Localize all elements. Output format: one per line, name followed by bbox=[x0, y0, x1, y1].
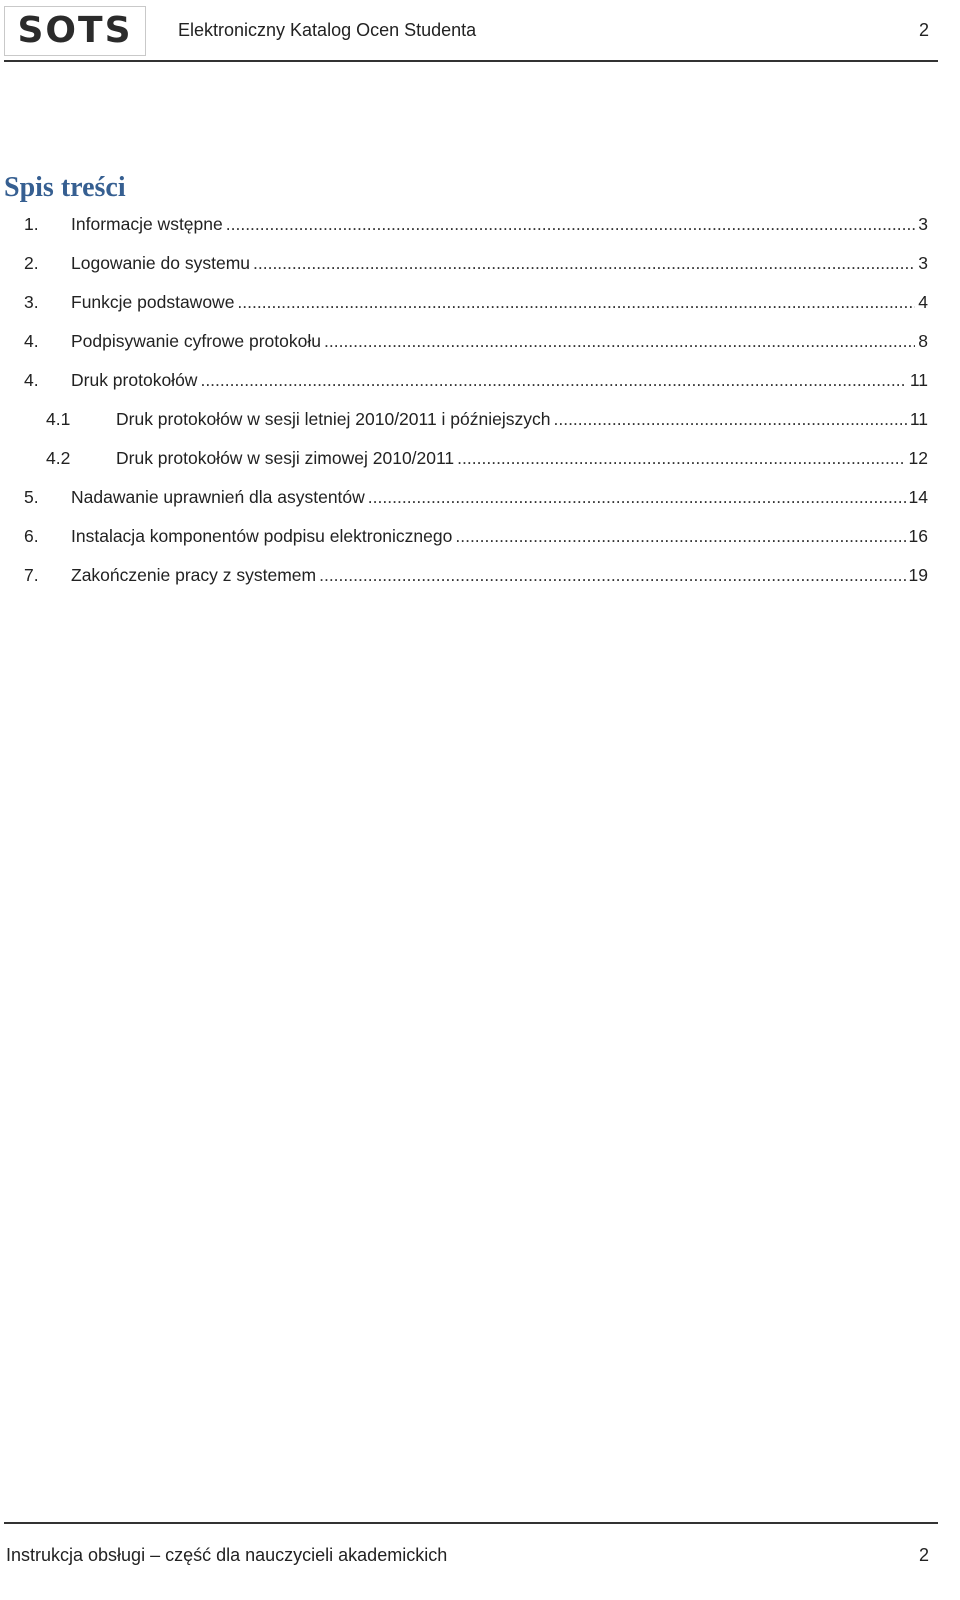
toc-entry-number: 4.2 bbox=[46, 447, 71, 468]
toc-leader-dots bbox=[368, 487, 906, 508]
toc-entry-page: 3 bbox=[918, 213, 928, 234]
toc-leader-dots bbox=[324, 331, 915, 352]
toc-entry-title: Druk protokołów w sesji letniej 2010/2011 i późniejszych bbox=[116, 408, 551, 429]
toc-entry-title: Funkcje podstawowe bbox=[71, 291, 235, 312]
toc-entry[interactable] bbox=[24, 245, 928, 281]
toc-entry[interactable] bbox=[46, 401, 928, 437]
toc-leader-dots bbox=[553, 409, 906, 430]
header-page-number: 2 bbox=[918, 20, 929, 40]
toc-entry-number: 4.1 bbox=[46, 408, 71, 429]
toc-entry-page: 14 bbox=[908, 486, 928, 507]
toc-entry-page: 12 bbox=[908, 447, 928, 468]
toc-leader-dots bbox=[457, 448, 905, 469]
sots-logo: SOTS bbox=[4, 6, 146, 56]
page-header bbox=[0, 0, 960, 64]
header-title: Elektroniczny Katalog Ocen Studenta bbox=[178, 20, 477, 40]
toc-entry-title: Zakończenie pracy z systemem bbox=[71, 564, 317, 585]
toc-entry[interactable] bbox=[24, 206, 928, 242]
toc-entry-page: 16 bbox=[908, 525, 928, 546]
toc-leader-dots bbox=[319, 565, 905, 586]
toc-entry-number: 4. bbox=[24, 330, 39, 351]
header-divider bbox=[4, 60, 938, 62]
toc-leader-dots bbox=[253, 253, 915, 274]
toc-entry-number: 1. bbox=[24, 213, 39, 234]
toc-entry-title: Informacje wstępne bbox=[71, 213, 223, 234]
toc-entry-title: Instalacja komponentów podpisu elektronicznego bbox=[71, 525, 453, 546]
toc-entry-number: 7. bbox=[24, 564, 39, 585]
toc-entry-title: Podpisywanie cyfrowe protokołu bbox=[71, 330, 321, 351]
toc-entry[interactable] bbox=[24, 323, 928, 359]
toc-entry-title: Logowanie do systemu bbox=[71, 252, 250, 273]
toc-entry[interactable] bbox=[24, 479, 928, 515]
footer-page-number: 2 bbox=[918, 1545, 929, 1565]
toc-entry-title: Nadawanie uprawnień dla asystentów bbox=[71, 486, 365, 507]
toc-entry[interactable] bbox=[24, 557, 928, 593]
footer-text: Instrukcja obsługi – część dla nauczycieli akademickich bbox=[6, 1545, 448, 1565]
toc-leader-dots bbox=[237, 292, 915, 313]
toc-entry-page: 3 bbox=[918, 252, 928, 273]
toc-entry-page: 8 bbox=[918, 330, 928, 351]
toc-entry[interactable] bbox=[46, 440, 928, 476]
toc-entry-number: 3. bbox=[24, 291, 39, 312]
toc-entry-page: 11 bbox=[909, 369, 928, 390]
toc-entry-number: 2. bbox=[24, 252, 39, 273]
toc-entry[interactable] bbox=[24, 518, 928, 554]
toc-entry-page: 4 bbox=[918, 291, 928, 312]
toc-entry-title: Druk protokołów w sesji zimowej 2010/2011 bbox=[116, 447, 455, 468]
toc-leader-dots bbox=[226, 214, 916, 235]
toc-entry[interactable] bbox=[24, 284, 928, 320]
toc-entry-number: 5. bbox=[24, 486, 39, 507]
toc-entry-page: 11 bbox=[909, 408, 928, 429]
toc-entry-page: 19 bbox=[908, 564, 928, 585]
toc-entry-number: 4. bbox=[24, 369, 39, 390]
toc-entry-number: 6. bbox=[24, 525, 39, 546]
toc-entry-title: Druk protokołów bbox=[71, 369, 198, 390]
toc-entry[interactable] bbox=[24, 362, 928, 398]
toc-leader-dots bbox=[455, 526, 905, 547]
toc-heading: Spis treści bbox=[4, 172, 126, 203]
footer-divider bbox=[4, 1522, 938, 1524]
toc-leader-dots bbox=[200, 370, 906, 391]
